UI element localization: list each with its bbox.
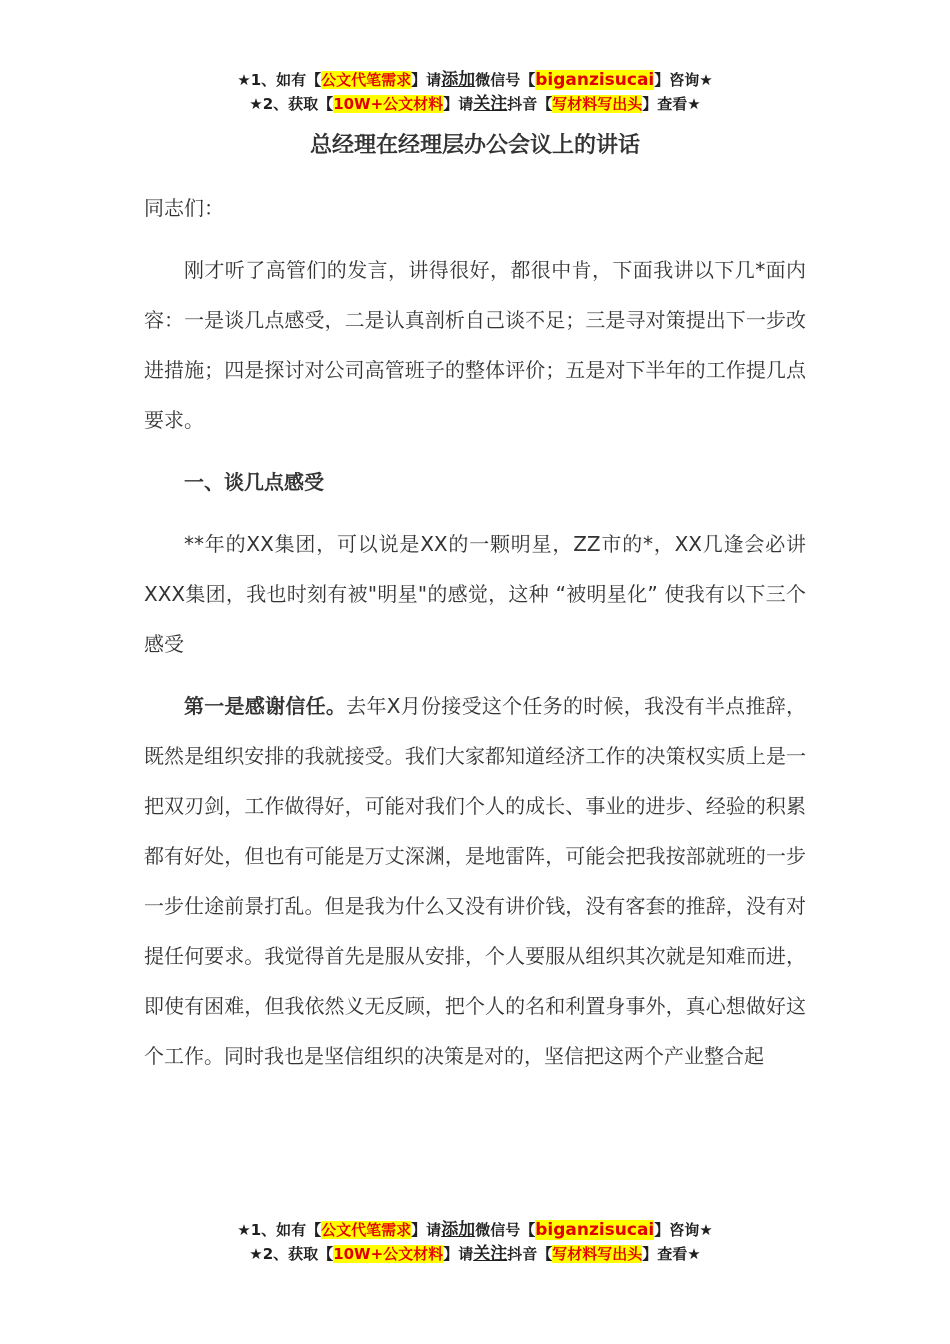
star-icon: ★ xyxy=(687,95,701,113)
promo-text: 】请 xyxy=(443,95,474,113)
star-icon: ★ xyxy=(249,95,263,113)
section-paragraph: **年的XX集团，可以说是XX的一颗明星，ZZ市的*，XX几逢会必讲XXX集团，我也时刻有被"明星"的感觉，这种 “被明星化” 使我有以下三个感受 xyxy=(144,532,806,656)
document-body xyxy=(144,183,806,1093)
promo-text: 】请 xyxy=(443,1245,474,1263)
promo-add: 添加 xyxy=(441,1220,476,1240)
highlight-material: 10W+公文材料 xyxy=(333,1245,444,1263)
document-title: 总经理在经理层办公会议上的讲话 xyxy=(309,133,640,158)
promo-text: 】请 xyxy=(411,1221,442,1239)
highlight-wechat: biganzisucai xyxy=(535,70,655,90)
promo-text: 抖音【 xyxy=(507,95,553,113)
highlight-douyin: 写材料写出头 xyxy=(552,1245,643,1263)
star-icon: ★ xyxy=(249,1245,263,1263)
promo-line-1 xyxy=(0,1218,950,1242)
star-icon: ★ xyxy=(699,1221,713,1239)
promo-text: 1、如有【 xyxy=(250,1221,322,1239)
promo-text: 2、获取【 xyxy=(262,1245,334,1263)
promo-text: 抖音【 xyxy=(507,1245,553,1263)
promo-text: 】查看 xyxy=(642,1245,688,1263)
point-text: 去年X月份接受这个任务的时候，我没有半点推辞，既然是组织安排的我就接受。我们大家都知道经济工作的决策权实质上是一把双刃剑，工作做得好，可能对我们个人的成长、事业的进步、经验的积累都有好处，但也有可能是万丈深渊，是地雷阵，可能会把我按部就班的一步一步仕途前景打乱。但是我为什么又没有讲价钱，没有客套的推辞，没有对提任何要求。我觉得首先是服从安排，个人要服从组织其次就是知难而进，即使有困难，但我依然义无反顾，把个人的名和利置身事外，真心想做好这个工作。同时我也是坚信组织的决策是对的，坚信把这两个产业整合起 xyxy=(144,694,807,1068)
promo-add: 添加 xyxy=(441,70,476,90)
highlight-need: 公文代笔需求 xyxy=(321,1221,412,1239)
star-icon: ★ xyxy=(237,71,251,89)
promo-header xyxy=(0,68,950,116)
highlight-douyin: 写材料写出头 xyxy=(552,95,643,113)
highlight-need: 公文代笔需求 xyxy=(321,71,412,89)
promo-text: 】咨询 xyxy=(654,1221,700,1239)
promo-text: 】咨询 xyxy=(654,71,700,89)
promo-line-2 xyxy=(0,92,950,116)
promo-follow: 关注 xyxy=(473,1244,508,1264)
promo-text: 2、获取【 xyxy=(262,95,334,113)
star-icon: ★ xyxy=(687,1245,701,1263)
promo-footer xyxy=(0,1218,950,1266)
promo-text: 微信号【 xyxy=(475,71,536,89)
highlight-wechat: biganzisucai xyxy=(535,1220,655,1240)
promo-line-2 xyxy=(0,1242,950,1266)
point-paragraph xyxy=(144,681,806,1081)
star-icon: ★ xyxy=(699,71,713,89)
promo-text: 】查看 xyxy=(642,95,688,113)
promo-follow: 关注 xyxy=(473,94,508,114)
promo-text: 微信号【 xyxy=(475,1221,536,1239)
point-lead: 第一是感谢信任。 xyxy=(184,694,347,718)
promo-text: 1、如有【 xyxy=(250,71,322,89)
greeting: 同志们： xyxy=(144,196,224,220)
section-heading: 一、谈几点感受 xyxy=(184,470,324,494)
promo-text: 】请 xyxy=(411,71,442,89)
highlight-material: 10W+公文材料 xyxy=(333,95,444,113)
promo-line-1 xyxy=(0,68,950,92)
intro-paragraph: 刚才听了高管们的发言，讲得很好，都很中肯，下面我讲以下几*面内容：一是谈几点感受，二是认真剖析自己谈不足；三是寻对策提出下一步改进措施；四是探讨对公司高管班子的整体评价；五是对下半年的工作提几点要求。 xyxy=(144,258,806,432)
star-icon: ★ xyxy=(237,1221,251,1239)
